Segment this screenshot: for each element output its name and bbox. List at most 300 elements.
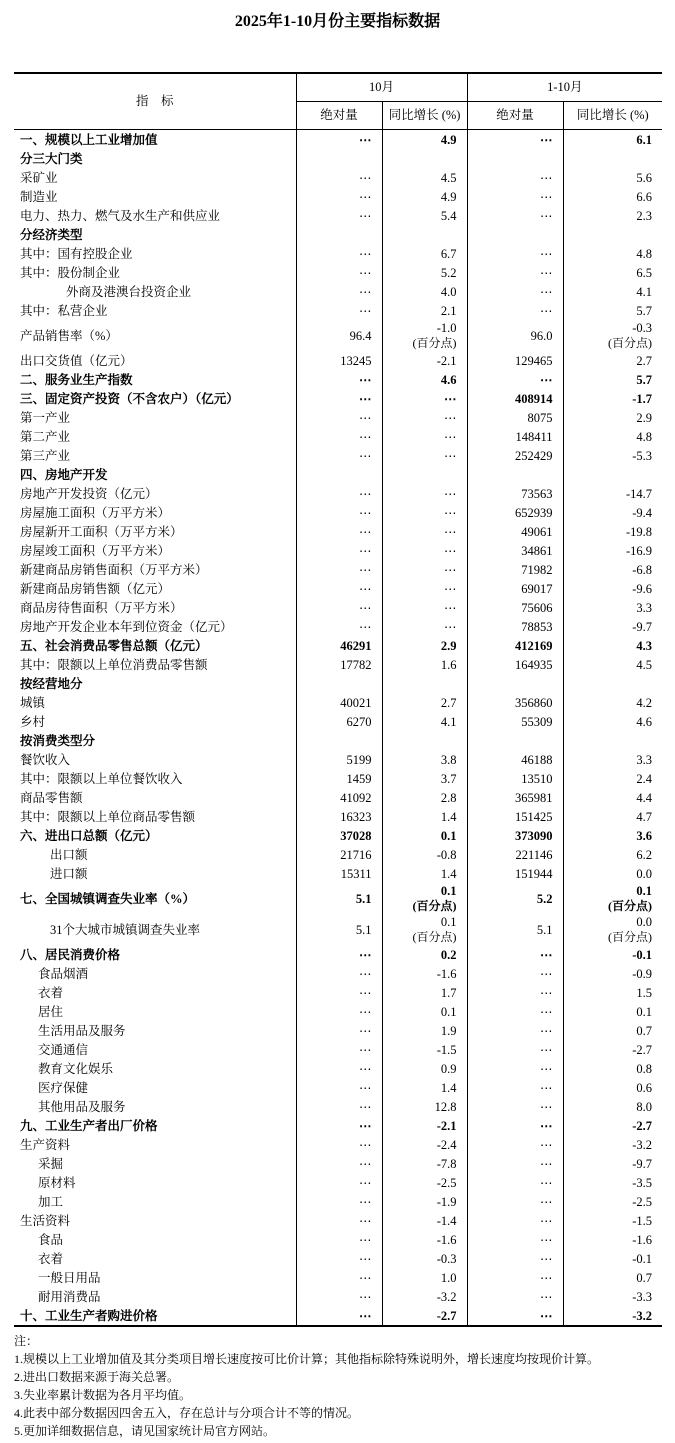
value-cell	[563, 883, 662, 914]
table-row	[14, 408, 662, 427]
value-cell: ⋯	[296, 1173, 382, 1192]
value-cell: 8075	[467, 408, 563, 427]
value-cell: 4.6	[382, 370, 467, 389]
table-row	[14, 655, 662, 674]
value-cell: ⋯	[467, 1135, 563, 1154]
value-cell: ⋯	[467, 1116, 563, 1135]
table-row	[14, 983, 662, 1002]
value-cell: 408914	[467, 389, 563, 408]
indicator-label: 五、社会消费品零售总额（亿元）	[20, 638, 208, 653]
value-cell: 6.2	[563, 845, 662, 864]
table-row	[14, 693, 662, 712]
note-item: 3.失业率累计数据为各月平均值。	[14, 1388, 192, 1402]
value-unit: (百分点)	[608, 930, 653, 944]
table-row	[14, 1287, 662, 1306]
value-cell	[467, 465, 563, 484]
table-row	[14, 427, 662, 446]
value-cell: -1.7	[563, 389, 662, 408]
value-cell: ⋯	[467, 168, 563, 187]
table-row	[14, 883, 662, 914]
indicator-label: 其他用品及服务	[38, 1099, 126, 1114]
table-row	[14, 187, 662, 206]
value-unit: (百分点)	[608, 336, 653, 350]
value-cell: ⋯	[296, 598, 382, 617]
value-cell: ⋯	[382, 484, 467, 503]
value-cell: ⋯	[467, 964, 563, 983]
value-cell: 1.4	[382, 864, 467, 883]
value-cell: 6.6	[563, 187, 662, 206]
value-cell: 5.6	[563, 168, 662, 187]
table-row	[14, 1192, 662, 1211]
value-cell: -1.5	[382, 1040, 467, 1059]
indicator-label: 商品零售额	[20, 790, 83, 805]
indicator-label: 外商及港澳台投资企业	[66, 284, 192, 299]
note-item: 4.此表中部分数据因四舍五入，存在总计与分项合计不等的情况。	[14, 1406, 360, 1420]
table-row	[14, 826, 662, 845]
value-cell: 0.1	[563, 1002, 662, 1021]
value-cell: 3.8	[382, 750, 467, 769]
value-cell: 0.6	[563, 1078, 662, 1097]
value-cell: -2.1	[382, 1116, 467, 1135]
value-cell: ⋯	[296, 1135, 382, 1154]
indicator-label: 其中：限额以上单位商品零售额	[20, 809, 196, 824]
indicator-label: 31个大城市城镇调查失业率	[50, 922, 201, 937]
indicator-label: 七、全国城镇调查失业率（%）	[20, 891, 196, 906]
value-cell: 4.8	[563, 427, 662, 446]
value-cell: ⋯	[296, 1268, 382, 1287]
value-cell	[563, 674, 662, 693]
value-cell: ⋯	[296, 408, 382, 427]
value-cell: -6.8	[563, 560, 662, 579]
value-cell: ⋯	[296, 1097, 382, 1116]
value-cell	[382, 465, 467, 484]
value-cell: 4.0	[382, 282, 467, 301]
value-cell	[382, 914, 467, 945]
value-cell: 0.7	[563, 1021, 662, 1040]
value-cell: ⋯	[467, 187, 563, 206]
value-cell: ⋯	[296, 187, 382, 206]
value-cell: ⋯	[296, 579, 382, 598]
value-cell: ⋯	[382, 522, 467, 541]
value-cell: 1459	[296, 769, 382, 788]
value-cell: ⋯	[382, 617, 467, 636]
value-cell: -19.8	[563, 522, 662, 541]
indicator-label: 房地产开发企业本年到位资金（亿元）	[20, 619, 233, 634]
value-cell: ⋯	[296, 282, 382, 301]
value-cell: ⋯	[296, 1249, 382, 1268]
value-cell	[382, 674, 467, 693]
indicator-label: 采矿业	[20, 170, 58, 185]
table-header	[14, 73, 662, 130]
value-cell	[296, 149, 382, 168]
value-main: 0.0	[636, 915, 653, 929]
value-cell	[296, 465, 382, 484]
value-cell: 4.6	[563, 712, 662, 731]
value-cell: -1.6	[382, 1230, 467, 1249]
value-cell: ⋯	[467, 1078, 563, 1097]
value-cell: 6.7	[382, 244, 467, 263]
jan-oct-group-header: 1-10月	[467, 73, 662, 102]
value-cell: ⋯	[296, 522, 382, 541]
value-main: 0.1	[636, 884, 653, 898]
table-row	[14, 674, 662, 693]
indicator-label: 二、服务业生产指数	[20, 372, 133, 387]
value-cell: ⋯	[296, 945, 382, 964]
value-cell: -3.5	[563, 1173, 662, 1192]
value-cell: 4.5	[382, 168, 467, 187]
value-unit: (百分点)	[412, 930, 457, 944]
value-cell: 3.7	[382, 769, 467, 788]
table-row	[14, 1059, 662, 1078]
value-cell: -0.9	[563, 964, 662, 983]
value-cell	[467, 674, 563, 693]
indicator-label: 生活用品及服务	[38, 1023, 126, 1038]
table-row	[14, 484, 662, 503]
value-cell: 8.0	[563, 1097, 662, 1116]
value-cell: 2.3	[563, 206, 662, 225]
note-item: 2.进出口数据来源于海关总署。	[14, 1370, 180, 1384]
value-cell	[563, 914, 662, 945]
table-row	[14, 541, 662, 560]
value-cell: ⋯	[296, 1116, 382, 1135]
indicator-label: 食品	[38, 1232, 64, 1247]
value-cell	[296, 731, 382, 750]
value-cell: -2.7	[382, 1306, 467, 1326]
note-item: 1.规模以上工业增加值及其分类项目增长速度按可比价计算；其他指标除特殊说明外，增长速度均按现价计算。	[14, 1352, 600, 1366]
indicator-label: 按经营地分	[20, 676, 83, 691]
value-cell	[382, 225, 467, 244]
value-cell: 4.9	[382, 130, 467, 150]
value-cell: ⋯	[296, 206, 382, 225]
value-cell: -1.5	[563, 1211, 662, 1230]
value-cell: ⋯	[467, 206, 563, 225]
value-cell: ⋯	[296, 617, 382, 636]
table-row	[14, 225, 662, 244]
value-cell: ⋯	[467, 983, 563, 1002]
value-cell: ⋯	[296, 263, 382, 282]
value-cell: ⋯	[382, 579, 467, 598]
value-cell: 49061	[467, 522, 563, 541]
indicator-label: 乡村	[20, 714, 46, 729]
value-cell: 0.0	[563, 864, 662, 883]
indicator-label: 原材料	[38, 1175, 76, 1190]
value-cell: ⋯	[467, 301, 563, 320]
value-cell: 4.2	[563, 693, 662, 712]
table-row	[14, 845, 662, 864]
table-row	[14, 1116, 662, 1135]
table-row	[14, 370, 662, 389]
value-cell: 3.3	[563, 750, 662, 769]
jan-oct-yoy-growth-header: 同比增长 (%)	[563, 102, 662, 130]
value-cell: 2.7	[563, 351, 662, 370]
indicator-label: 其中：股份制企业	[20, 265, 121, 280]
indicator-label: 房屋新开工面积（万平方米）	[20, 524, 183, 539]
value-cell: -1.9	[382, 1192, 467, 1211]
value-unit: (百分点)	[412, 899, 457, 913]
value-cell: -14.7	[563, 484, 662, 503]
value-cell: 0.9	[382, 1059, 467, 1078]
table-row	[14, 244, 662, 263]
table-row	[14, 1154, 662, 1173]
table-row	[14, 522, 662, 541]
value-cell: 16323	[296, 807, 382, 826]
table-row	[14, 1268, 662, 1287]
value-cell: 21716	[296, 845, 382, 864]
indicator-label: 交通通信	[38, 1042, 89, 1057]
table-row	[14, 1021, 662, 1040]
table-row	[14, 130, 662, 150]
value-cell: ⋯	[296, 484, 382, 503]
indicator-label: 医疗保健	[38, 1080, 89, 1095]
value-cell	[382, 731, 467, 750]
value-cell: -1.4	[382, 1211, 467, 1230]
table-row	[14, 1173, 662, 1192]
indicator-label: 六、进出口总额（亿元）	[20, 828, 158, 843]
value-cell: ⋯	[382, 503, 467, 522]
value-cell: 13510	[467, 769, 563, 788]
value-cell: -9.7	[563, 1154, 662, 1173]
value-cell: 1.4	[382, 1078, 467, 1097]
value-cell: 96.0	[467, 320, 563, 351]
notes	[14, 1332, 654, 1440]
value-cell: 129465	[467, 351, 563, 370]
value-cell: ⋯	[467, 1230, 563, 1249]
value-cell: 5.1	[296, 914, 382, 945]
indicator-label: 教育文化娱乐	[38, 1061, 114, 1076]
notes-label: 注：	[14, 1334, 39, 1348]
value-main: -1.0	[436, 321, 457, 335]
value-cell: -3.3	[563, 1287, 662, 1306]
value-cell	[382, 149, 467, 168]
value-cell: -2.4	[382, 1135, 467, 1154]
value-cell: ⋯	[296, 560, 382, 579]
value-cell: 4.9	[382, 187, 467, 206]
table-body	[14, 130, 662, 1327]
table-row	[14, 1040, 662, 1059]
header-group-row	[14, 73, 662, 102]
value-cell: 151944	[467, 864, 563, 883]
value-cell	[382, 320, 467, 351]
value-cell: 71982	[467, 560, 563, 579]
indicator-label: 产品销售率（%）	[20, 328, 118, 343]
indicator-label: 九、工业生产者出厂价格	[20, 1118, 158, 1133]
value-cell: 5.1	[467, 914, 563, 945]
value-cell: -16.9	[563, 541, 662, 560]
table-row	[14, 945, 662, 964]
indicator-label: 耐用消费品	[38, 1289, 101, 1304]
value-cell: ⋯	[296, 1306, 382, 1326]
table-row	[14, 465, 662, 484]
indicator-label: 衣着	[38, 1251, 64, 1266]
value-cell: 5.1	[296, 883, 382, 914]
table-row	[14, 320, 662, 351]
value-cell: 0.8	[563, 1059, 662, 1078]
value-cell: 41092	[296, 788, 382, 807]
value-cell: ⋯	[467, 1040, 563, 1059]
value-cell: ⋯	[467, 1097, 563, 1116]
value-cell: 4.5	[563, 655, 662, 674]
value-cell: 5199	[296, 750, 382, 769]
value-cell: 1.5	[563, 983, 662, 1002]
oct-group-header: 10月	[296, 73, 467, 102]
value-cell: 5.2	[382, 263, 467, 282]
value-cell: 0.1	[382, 1002, 467, 1021]
value-cell: -0.3	[382, 1249, 467, 1268]
indicator-label: 电力、热力、燃气及水生产和供应业	[20, 208, 221, 223]
table-row	[14, 351, 662, 370]
indicator-column-header: 指 标	[14, 73, 296, 130]
value-cell: 252429	[467, 446, 563, 465]
value-cell: ⋯	[467, 282, 563, 301]
value-cell	[563, 731, 662, 750]
value-cell: 5.7	[563, 370, 662, 389]
value-cell: -2.1	[382, 351, 467, 370]
value-cell: ⋯	[296, 1230, 382, 1249]
value-cell: 373090	[467, 826, 563, 845]
value-cell: -0.1	[563, 945, 662, 964]
value-cell: ⋯	[467, 1154, 563, 1173]
indicator-label: 采掘	[38, 1156, 64, 1171]
value-cell: ⋯	[467, 1192, 563, 1211]
table-row	[14, 282, 662, 301]
value-cell: -9.7	[563, 617, 662, 636]
value-cell: -1.6	[563, 1230, 662, 1249]
value-main: 0.1	[440, 884, 457, 898]
value-cell: ⋯	[296, 983, 382, 1002]
value-cell: ⋯	[382, 598, 467, 617]
value-cell: 69017	[467, 579, 563, 598]
value-cell: 1.4	[382, 807, 467, 826]
value-cell: 3.3	[563, 598, 662, 617]
table-row	[14, 1249, 662, 1268]
indicator-label: 居住	[38, 1004, 64, 1019]
oct-absolute-header: 绝对量	[296, 102, 382, 130]
table-row	[14, 1002, 662, 1021]
value-unit: (百分点)	[608, 899, 653, 913]
value-cell: ⋯	[296, 503, 382, 522]
table-row	[14, 560, 662, 579]
indicator-label: 城镇	[20, 695, 46, 710]
value-cell: ⋯	[467, 1059, 563, 1078]
value-cell: 55309	[467, 712, 563, 731]
value-cell: ⋯	[382, 427, 467, 446]
value-cell: ⋯	[296, 389, 382, 408]
value-cell: ⋯	[382, 541, 467, 560]
value-cell: 2.7	[382, 693, 467, 712]
value-cell: 0.1	[382, 826, 467, 845]
value-cell: ⋯	[296, 1287, 382, 1306]
value-cell: ⋯	[296, 964, 382, 983]
value-cell	[563, 149, 662, 168]
oct-yoy-growth-header: 同比增长 (%)	[382, 102, 467, 130]
table-row	[14, 1078, 662, 1097]
table-row	[14, 1230, 662, 1249]
value-cell: ⋯	[382, 389, 467, 408]
page-title: 2025年1-10月份主要指标数据	[234, 13, 441, 30]
indicator-label: 房屋施工面积（万平方米）	[20, 505, 171, 520]
note-item: 5.更加详细数据信息，请见国家统计局官方网站。	[14, 1424, 276, 1438]
value-cell: ⋯	[296, 1154, 382, 1173]
value-cell: -2.5	[382, 1173, 467, 1192]
value-cell	[563, 320, 662, 351]
table-row	[14, 712, 662, 731]
indicator-label: 三、固定资产投资（不含农户）（亿元）	[20, 391, 239, 406]
value-cell: ⋯	[382, 408, 467, 427]
value-cell: 148411	[467, 427, 563, 446]
indicator-label: 第二产业	[20, 429, 71, 444]
value-cell	[467, 225, 563, 244]
value-cell: 37028	[296, 826, 382, 845]
indicator-label: 四、房地产开发	[20, 467, 108, 482]
value-cell: ⋯	[467, 1021, 563, 1040]
value-cell: ⋯	[296, 301, 382, 320]
value-cell: ⋯	[296, 1211, 382, 1230]
value-cell: 2.9	[382, 636, 467, 655]
table-row	[14, 1135, 662, 1154]
value-cell: 1.6	[382, 655, 467, 674]
value-cell: ⋯	[296, 541, 382, 560]
indicator-label: 按消费类型分	[20, 733, 96, 748]
value-cell: ⋯	[467, 1002, 563, 1021]
value-cell: 78853	[467, 617, 563, 636]
table-row	[14, 598, 662, 617]
value-cell: 4.4	[563, 788, 662, 807]
value-main: 0.1	[440, 915, 457, 929]
value-cell: 652939	[467, 503, 563, 522]
value-cell: ⋯	[296, 1078, 382, 1097]
table-row	[14, 788, 662, 807]
table-row	[14, 579, 662, 598]
value-cell: 1.9	[382, 1021, 467, 1040]
value-cell: ⋯	[467, 1306, 563, 1326]
value-cell: ⋯	[467, 244, 563, 263]
table-row	[14, 263, 662, 282]
value-cell: 5.2	[467, 883, 563, 914]
value-cell: -2.7	[563, 1040, 662, 1059]
table-row	[14, 617, 662, 636]
value-cell	[296, 674, 382, 693]
value-cell: 0.2	[382, 945, 467, 964]
value-cell: ⋯	[296, 1192, 382, 1211]
value-cell: 15311	[296, 864, 382, 883]
indicator-label: 房地产开发投资（亿元）	[20, 486, 158, 501]
value-cell: 412169	[467, 636, 563, 655]
value-cell: -0.8	[382, 845, 467, 864]
value-cell: ⋯	[467, 1249, 563, 1268]
table-row	[14, 636, 662, 655]
value-cell: ⋯	[296, 370, 382, 389]
jan-oct-absolute-header: 绝对量	[467, 102, 563, 130]
value-cell: ⋯	[467, 1268, 563, 1287]
indicator-label: 其中：限额以上单位餐饮收入	[20, 771, 183, 786]
value-cell: 5.7	[563, 301, 662, 320]
value-cell: -3.2	[563, 1135, 662, 1154]
value-cell: ⋯	[296, 1021, 382, 1040]
value-cell: 365981	[467, 788, 563, 807]
indicator-label: 餐饮收入	[20, 752, 71, 767]
value-cell: 221146	[467, 845, 563, 864]
value-cell: ⋯	[467, 370, 563, 389]
indicator-label: 出口交货值（亿元）	[20, 353, 133, 368]
value-cell: -1.6	[382, 964, 467, 983]
value-cell: ⋯	[467, 263, 563, 282]
indicator-label: 进口额	[50, 866, 88, 881]
value-cell: 151425	[467, 807, 563, 826]
value-cell: 5.4	[382, 206, 467, 225]
value-cell: ⋯	[467, 1173, 563, 1192]
indicator-label: 新建商品房销售额（亿元）	[20, 581, 171, 596]
value-cell: 75606	[467, 598, 563, 617]
